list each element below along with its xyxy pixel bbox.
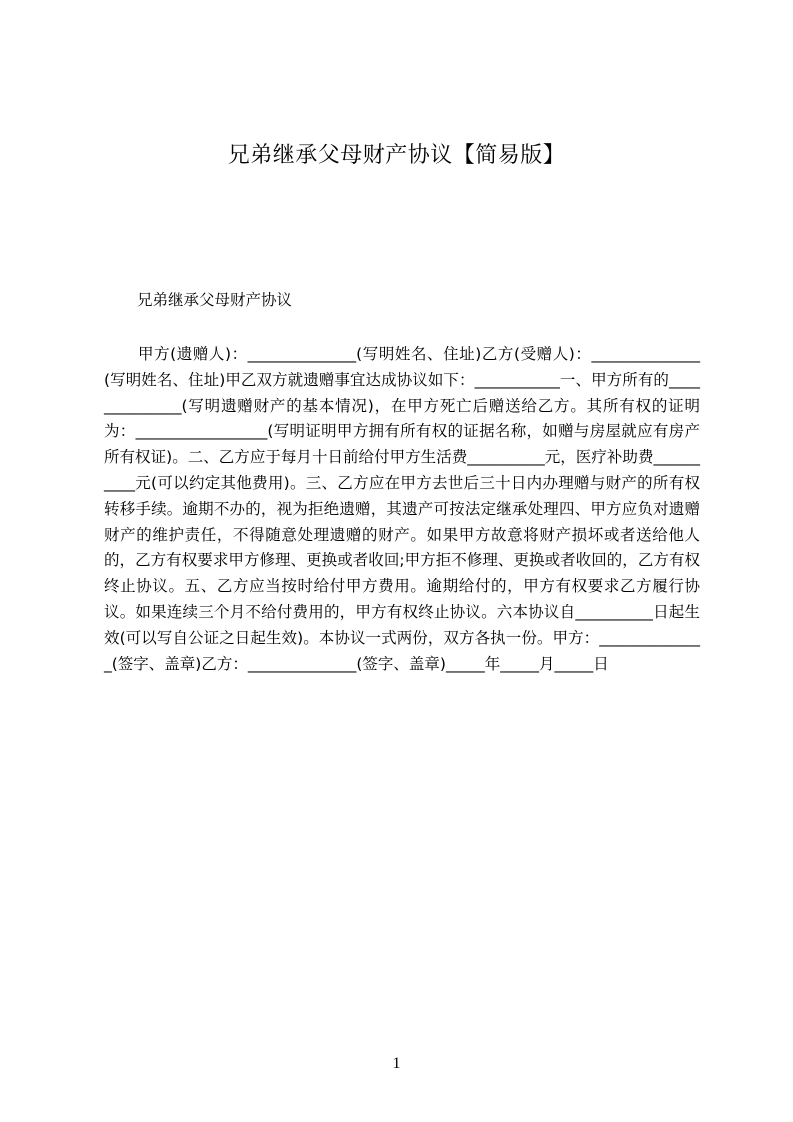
page-number: 1	[392, 1055, 401, 1072]
document-subtitle: 兄弟继承父母财产协议	[137, 291, 293, 309]
agreement-body: 甲方(遗赠人)：______________(写明姓名、住址)乙方(受赠人)：______________(写明姓名、住址)甲乙双方就遗赠事宜达成协议如下：___________一、甲方所有的______________(写明遗赠财产的基本情况)，在甲方死亡后赠送给乙方。其所有权的证明为：_________________(写明证明甲方拥有所有权的证据名称，如赠与房屋就应有房产所有权证)。二、乙方应于每月十日前给付甲方生活费__________元，医疗补助费__________元(可以约定其他费用)。三、乙方应在甲方去世后三十日内办理赠与财产的所有权转移手续。逾期不办的，视为拒绝遗赠，其遗产可按法定继承处理四、甲方应负对遗赠财产的维护责任，不得随意处理遗赠的财产。如果甲方故意将财产损坏或者送给他人的，乙方有权要求甲方修理、更换或者收回;甲方拒不修理、更换或者收回的，乙方有权终止协议。五、乙方应当按时给付甲方费用。逾期给付的，甲方有权要求乙方履行协议。如果连续三个月不给付费用的，甲方有权终止协议。六本协议自__________日起生效(可以写自公证之日起生效)。本协议一式两份，双方各执一份。甲方：______________(签字、盖章)乙方：______________(签字、盖章)_____年_____月_____日	[104, 345, 700, 673]
page-title: 兄弟继承父母财产协议【简易版】	[227, 143, 566, 168]
